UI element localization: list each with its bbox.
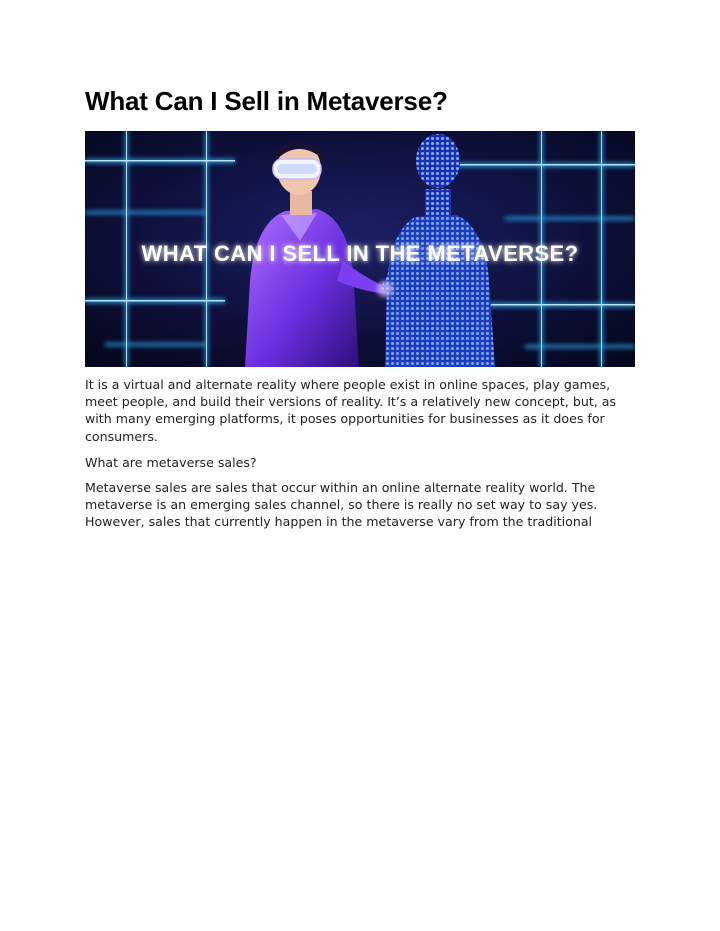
hero-image	[85, 131, 635, 367]
paragraph-definition: Metaverse sales are sales that occur within an online alternate reality world. The metaverse is an emerging sales channel, so there is really no set way to say yes. However, sales that currently happen in the metaverse vary from the traditional	[85, 480, 598, 530]
page-title: What Can I Sell in Metaverse?	[85, 86, 448, 116]
handshake-glow	[377, 281, 393, 297]
section-question: What are metaverse sales?	[85, 455, 257, 470]
hero-banner-text: WHAT CAN I SELL IN THE METAVERSE?	[141, 241, 579, 266]
paragraph-intro: It is a virtual and alternate reality where people exist in online spaces, play games, meet people, and build their versions of reality. It’s a relatively new concept, but, as with many emerging platforms, it poses opportunities for businesses as it does for consumers.	[85, 377, 617, 444]
